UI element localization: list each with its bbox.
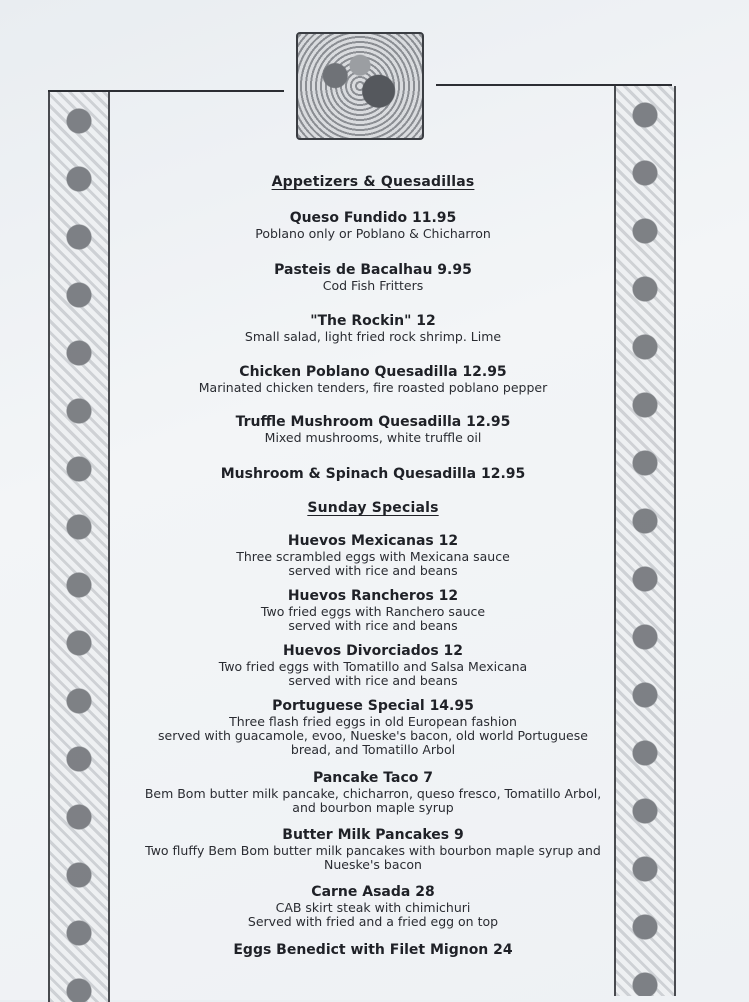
item-description: Two fried eggs with Tomatillo and Salsa Mexicana [218, 659, 528, 674]
item-description: Three scrambled eggs with Mexicana sauce [236, 549, 510, 564]
item-name: "The Rockin" 12 [310, 313, 436, 329]
item-name: Carne Asada 28 [311, 884, 435, 900]
menu-item [110, 262, 636, 293]
item-description-line-2: served with rice and beans [288, 563, 458, 578]
item-description-line-2: served with rice and beans [288, 673, 458, 688]
item-name: Butter Milk Pancakes 9 [282, 827, 464, 843]
menu-item [110, 533, 636, 578]
item-name: Mushroom & Spinach Quesadilla 12.95 [220, 466, 526, 482]
item-description: Poblano only or Poblano & Chicharron [255, 226, 491, 241]
item-name: Truffle Mushroom Quesadilla 12.95 [235, 414, 511, 430]
item-name: Queso Fundido 11.95 [289, 210, 457, 226]
item-description: Marinated chicken tenders, fire roasted poblano pepper [198, 380, 548, 395]
item-description-line-2: Served with fried and a fried egg on top [247, 914, 499, 929]
item-description: Three flash fried eggs in old European fashion [229, 714, 517, 729]
item-description-line-2: served with guacamole, evoo, Nueske's bacon, old world Portuguese [158, 728, 588, 743]
item-description: Small salad, light fried rock shrimp. Lime [244, 329, 502, 344]
menu-item [110, 313, 636, 344]
item-name: Pancake Taco 7 [312, 770, 434, 786]
menu-item [110, 588, 636, 633]
item-description-line-2: Nueske's bacon [324, 857, 422, 872]
item-name: Huevos Divorciados 12 [282, 643, 464, 659]
menu-item [110, 364, 636, 395]
item-description-line-2: and bourbon maple syrup [292, 800, 454, 815]
menu-item [110, 466, 636, 483]
menu-item [110, 414, 636, 445]
item-description: CAB skirt steak with chimichuri [275, 900, 471, 915]
item-description-line-2: served with rice and beans [288, 618, 458, 633]
item-description: Two fluffy Bem Bom butter milk pancakes with bourbon maple syrup and [145, 843, 601, 858]
section-heading-appetizers: Appetizers & Quesadillas [271, 174, 475, 190]
item-name: Portuguese Special 14.95 [272, 698, 474, 714]
item-description-line-3: bread, and Tomatillo Arbol [290, 742, 456, 757]
menu-item [110, 942, 636, 959]
menu-item [110, 210, 636, 241]
section-heading-sunday-specials: Sunday Specials [307, 500, 439, 516]
item-name: Pasteis de Bacalhau 9.95 [274, 262, 472, 278]
item-description: Cod Fish Fritters [322, 278, 424, 293]
menu-item [110, 643, 636, 688]
item-name: Huevos Mexicanas 12 [287, 533, 459, 549]
left-floral-border [48, 92, 110, 1002]
item-description: Mixed mushrooms, white truffle oil [264, 430, 482, 445]
item-name: Eggs Benedict with Filet Mignon 24 [233, 942, 513, 958]
menu-item [110, 827, 636, 872]
item-name: Huevos Rancheros 12 [287, 588, 459, 604]
menu-item [110, 884, 636, 929]
item-description: Two fried eggs with Ranchero sauce [260, 604, 486, 619]
item-name: Chicken Poblano Quesadilla 12.95 [239, 364, 507, 380]
item-description: Bem Bom butter milk pancake, chicharron, queso fresco, Tomatillo Arbol, [144, 786, 602, 801]
hydrangea-crest-illustration [282, 26, 434, 144]
menu-item [110, 770, 636, 815]
menu-item [110, 698, 636, 757]
